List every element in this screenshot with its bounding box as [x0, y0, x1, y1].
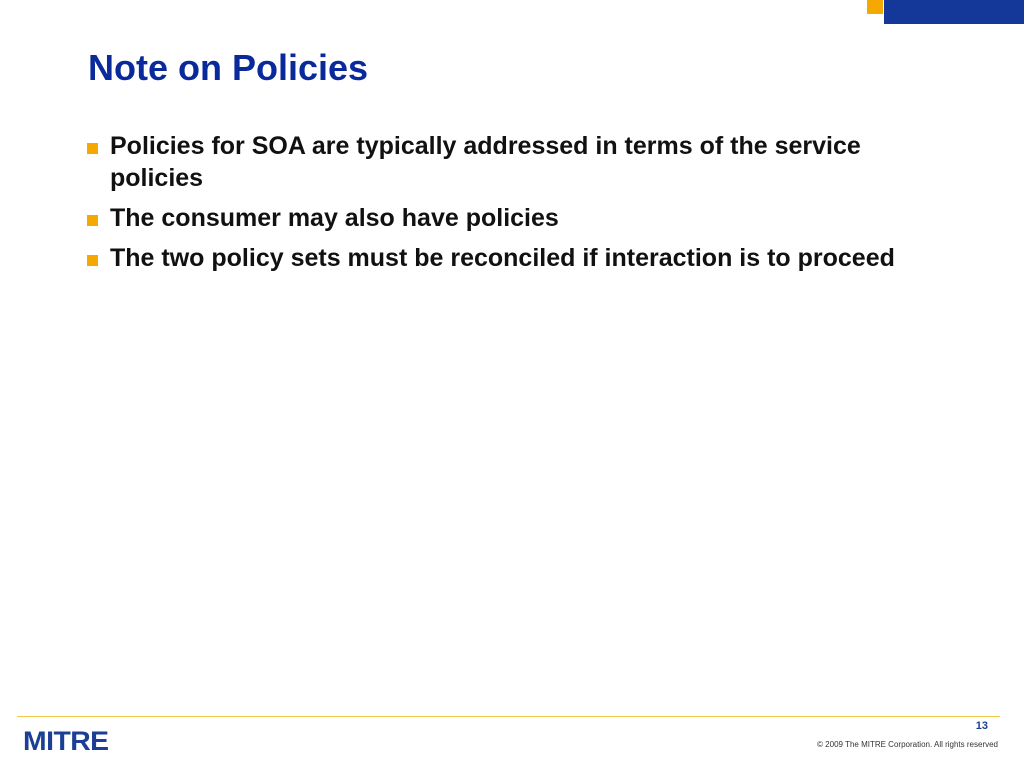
- bullet-item: [84, 242, 904, 274]
- bullet-list: [84, 130, 904, 282]
- bullet-item: [84, 130, 904, 194]
- bullet-text: The two policy sets must be reconciled if interaction is to proceed: [110, 244, 895, 272]
- square-bullet-icon: [87, 143, 98, 154]
- bullet-text: Policies for SOA are typically addressed in terms of the service policies: [110, 132, 861, 192]
- mitre-logo: MITRE: [23, 726, 109, 756]
- footer-divider: [17, 716, 1000, 717]
- square-bullet-icon: [87, 255, 98, 266]
- copyright-notice: © 2009 The MITRE Corporation. All rights reserved: [817, 740, 998, 749]
- bullet-item: [84, 202, 904, 234]
- corner-accent-orange: [867, 0, 883, 14]
- corner-accent-blue: [884, 0, 1024, 24]
- page-number: 13: [975, 720, 988, 732]
- square-bullet-icon: [87, 215, 98, 226]
- slide-title: Note on Policies: [88, 47, 369, 88]
- bullet-text: The consumer may also have policies: [110, 204, 559, 232]
